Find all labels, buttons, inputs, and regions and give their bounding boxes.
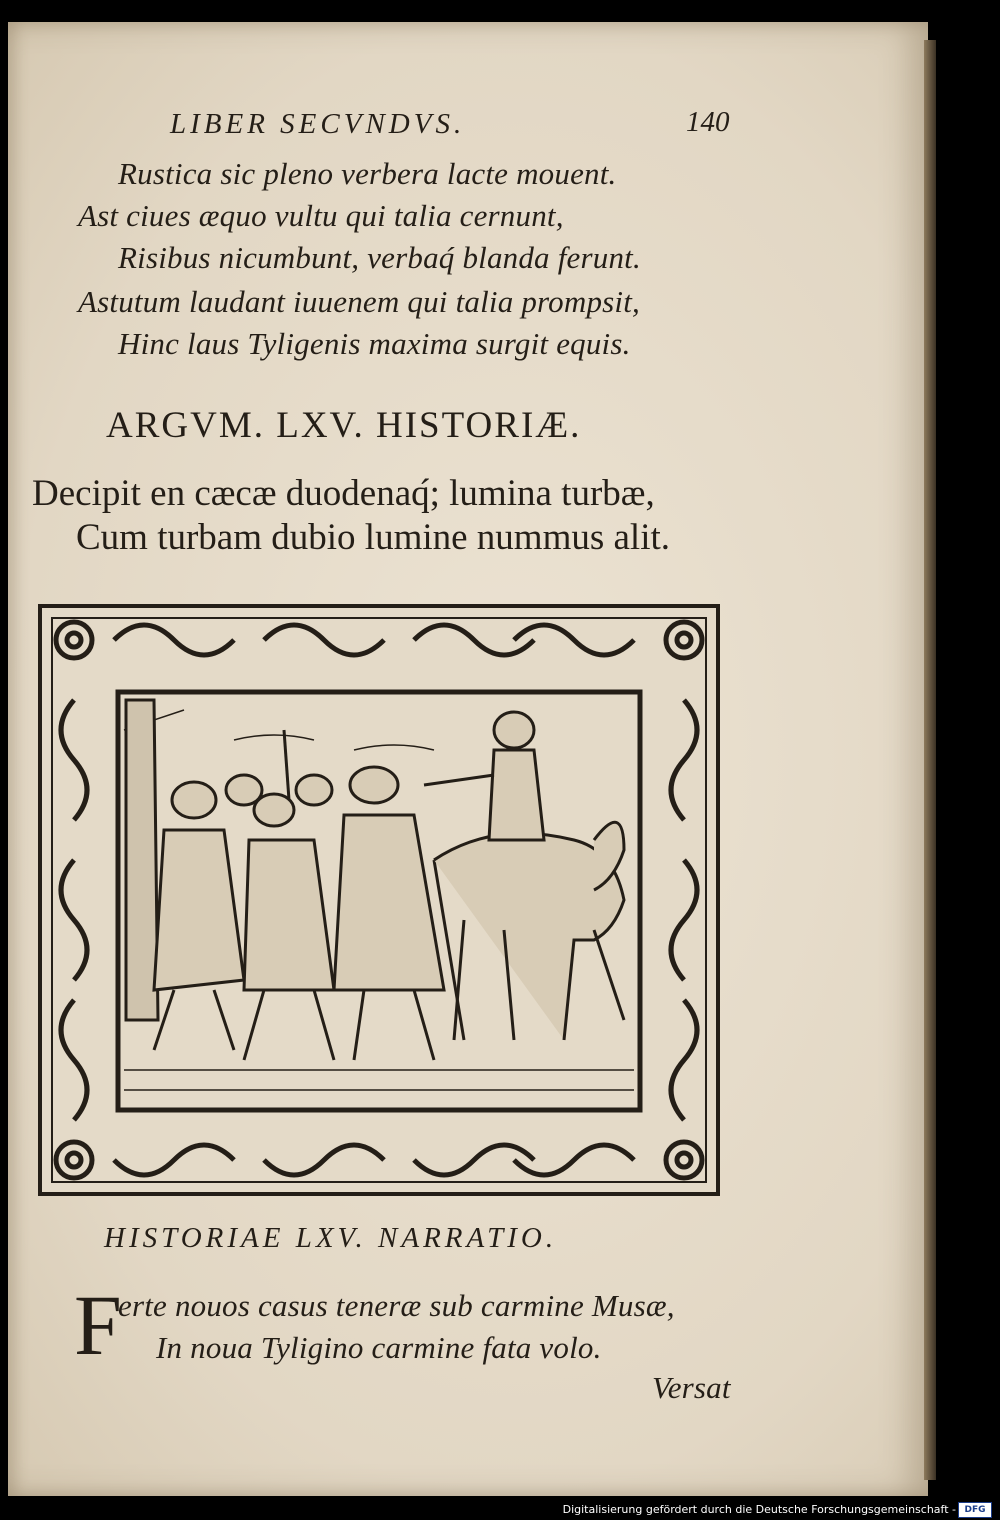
- verse-line-3: Risibus nicumbunt, verbaq́ blanda ferunt.: [118, 240, 641, 275]
- verse-line-2: Ast ciues æquo vultu qui talia cernunt,: [78, 198, 564, 233]
- verse-line-1: Rustica sic pleno verbera lacte mouent.: [118, 156, 617, 191]
- dfg-logo: DFG: [958, 1502, 992, 1518]
- folio-number: 140: [686, 106, 730, 138]
- drop-capital: F: [74, 1277, 122, 1373]
- woodcut-illustration: [34, 600, 724, 1200]
- narratio-line-1: erte nouos casus teneræ sub carmine Musæ,: [118, 1288, 675, 1323]
- page-edge: [924, 40, 936, 1480]
- narratio-line-2: In noua Tyligino carmine fata volo.: [156, 1330, 602, 1365]
- verse-line-4: Astutum laudant iuuenem qui talia prompsit,: [78, 284, 640, 319]
- running-title: LIBER SECVNDVS.: [170, 108, 466, 140]
- narratio-title: HISTORIAE LXV. NARRATIO.: [104, 1222, 558, 1254]
- argument-line-2: Cum turbam dubio lumine nummus alit.: [76, 517, 671, 558]
- argument-title: ARGVM. LXV. HISTORIÆ.: [106, 405, 582, 446]
- argument-line-1: Decipit en cæcæ duodenaq́; lumina turbæ,: [32, 473, 655, 514]
- footer-note: Digitalisierung gefördert durch die Deutsche Forschungsgemeinschaft -: [562, 1503, 956, 1516]
- catchword: Versat: [652, 1370, 731, 1405]
- verse-line-5: Hinc laus Tyligenis maxima surgit equis.: [118, 326, 631, 361]
